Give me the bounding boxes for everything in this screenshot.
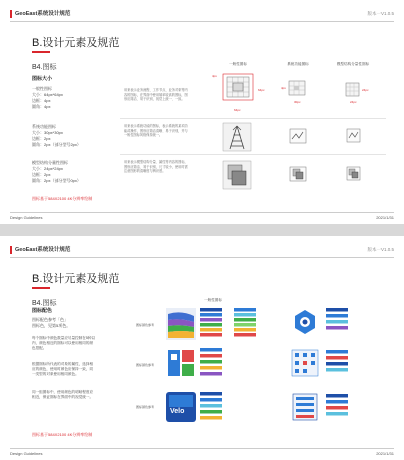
paragraph: 同一组图标中，使用颜色的明暗程度应相近，保证图标在界面中的视觉统一。 [32, 390, 94, 400]
title-accent-bar [32, 287, 50, 289]
row-divider [120, 118, 386, 119]
intro-line: 图标配色参考「色」 [32, 317, 68, 322]
colors-heading: 图标配色 [32, 308, 53, 314]
footer-left: Design Guidelines [10, 215, 43, 220]
grid-color-icon [290, 348, 320, 378]
group-desc: 用来表示模型结构分量、属性等内容的图标，图形应简洁、易于识别，尺寸较小，使用时需注意图形的清晰度与辨识度。 [124, 160, 188, 174]
color-swatches [200, 348, 230, 378]
footer-date: 2021/1/31 [376, 215, 394, 220]
note: 图标基于584X2100 4K分辨率绘制 [32, 196, 93, 201]
section-title: B4.图标 [32, 64, 57, 71]
row-label: 图标颜色参考 [136, 405, 155, 409]
layers-icon-medium [289, 166, 307, 182]
group-name: 一般性图标 [32, 86, 52, 91]
size-annotation: 24px [362, 88, 369, 92]
page-colors [0, 236, 404, 460]
group-line: 圆角：2px（部分型号0px） [32, 178, 81, 183]
section-title: B4.图标 [32, 300, 57, 307]
page-sizes [0, 0, 404, 224]
group-line: 边框：4px [32, 98, 51, 103]
column-header: 一般性图标 [204, 298, 222, 302]
device-color-icon [166, 348, 196, 378]
footer-divider [10, 212, 394, 213]
group-line: 大小：64px*64px [32, 92, 63, 97]
column-header: 一般性图标 [229, 62, 247, 66]
doc-version: 版本一V1.0.5 [367, 247, 394, 252]
header-divider [10, 257, 394, 258]
footer-date: 2021/1/31 [376, 451, 394, 456]
size-annotation: 30px [294, 100, 301, 104]
note: 图标基于584X2100 4K分辨率绘制 [32, 432, 93, 437]
grid-icon-small [345, 82, 361, 98]
grid-icon-large [220, 72, 256, 102]
footer-left: Design Guidelines [10, 451, 43, 456]
color-swatches [326, 394, 356, 420]
group-name: 模型结构分量性图标 [32, 160, 68, 165]
layers-color-icon [166, 308, 196, 340]
doc-header-title: GeoEast系统设计规范 [10, 10, 70, 18]
color-swatches [200, 308, 230, 340]
grid-icon-medium [288, 80, 308, 98]
title-accent-bar [32, 51, 50, 53]
color-swatches [234, 308, 264, 340]
row-label: 图标颜色参考 [136, 363, 155, 367]
column-header: 模型结构分量性图标 [336, 62, 370, 66]
size-annotation: 24px [350, 100, 357, 104]
page-title: B.设计元素及规范 [32, 273, 120, 285]
column-header: 系统功能图标 [287, 62, 309, 66]
row-divider [120, 154, 386, 155]
layers-icon-small [346, 166, 362, 182]
logo-text: Velo [170, 408, 185, 415]
app-logo-icon [166, 392, 196, 422]
tower-icon [222, 122, 252, 152]
color-swatches [326, 308, 356, 334]
size-annotation: 64px [258, 88, 265, 92]
group-line: 边框：2px [32, 136, 51, 141]
page-title: B.设计元素及规范 [32, 37, 120, 49]
gap-annotation: 4px [212, 74, 217, 78]
group-desc: 用来表示业务流程、工作节点、业务对象等内容的图标，在界面中使用频率较高的图标，图形应简洁、易于识别，视觉上统一、一致。 [124, 88, 188, 102]
gap-annotation: 4px [281, 86, 286, 90]
sizes-heading: 图标大小 [32, 76, 53, 82]
row-label: 图标颜色参考 [136, 323, 155, 327]
group-line: 大小：30px*30px [32, 130, 63, 135]
footer-divider [10, 448, 394, 449]
chart-icon-small [346, 128, 362, 144]
doc-version: 版本一V1.0.5 [367, 11, 394, 16]
group-line: 圆角：2px（部分型号2px） [32, 142, 81, 147]
layers-icon [222, 160, 252, 190]
cabinet-color-icon [290, 392, 320, 422]
group-line: 圆角：4px [32, 104, 51, 109]
group-name: 系统功能图标 [32, 124, 56, 129]
group-line: 大小：24px*24px [32, 166, 63, 171]
intro-line: 图标色，见第5项色。 [32, 323, 71, 328]
color-swatches [326, 350, 356, 376]
size-annotation: 64px [234, 108, 241, 112]
header-divider [10, 21, 394, 22]
paragraph: 根据图标所代表的对象的属性，选择相应的颜色，使用时颜色应保持一致，同一类型的对象使用相同颜色。 [32, 362, 94, 377]
color-swatches [200, 392, 230, 422]
chart-icon [289, 128, 307, 144]
paragraph: 每个图标中颜色数量应尽量控制在5种以内，颜色相近的图标可以使用相同的颜色搭配。 [32, 336, 96, 351]
group-desc: 用来表示系统功能的图标，表示系统的某项功能或操作，图形应简洁清晰、易于识别，并与一般性图标风格保持统一。 [124, 124, 188, 138]
group-line: 边框：2px [32, 172, 51, 177]
network-icon [290, 306, 320, 338]
doc-header-title: GeoEast系统设计规范 [10, 246, 70, 254]
